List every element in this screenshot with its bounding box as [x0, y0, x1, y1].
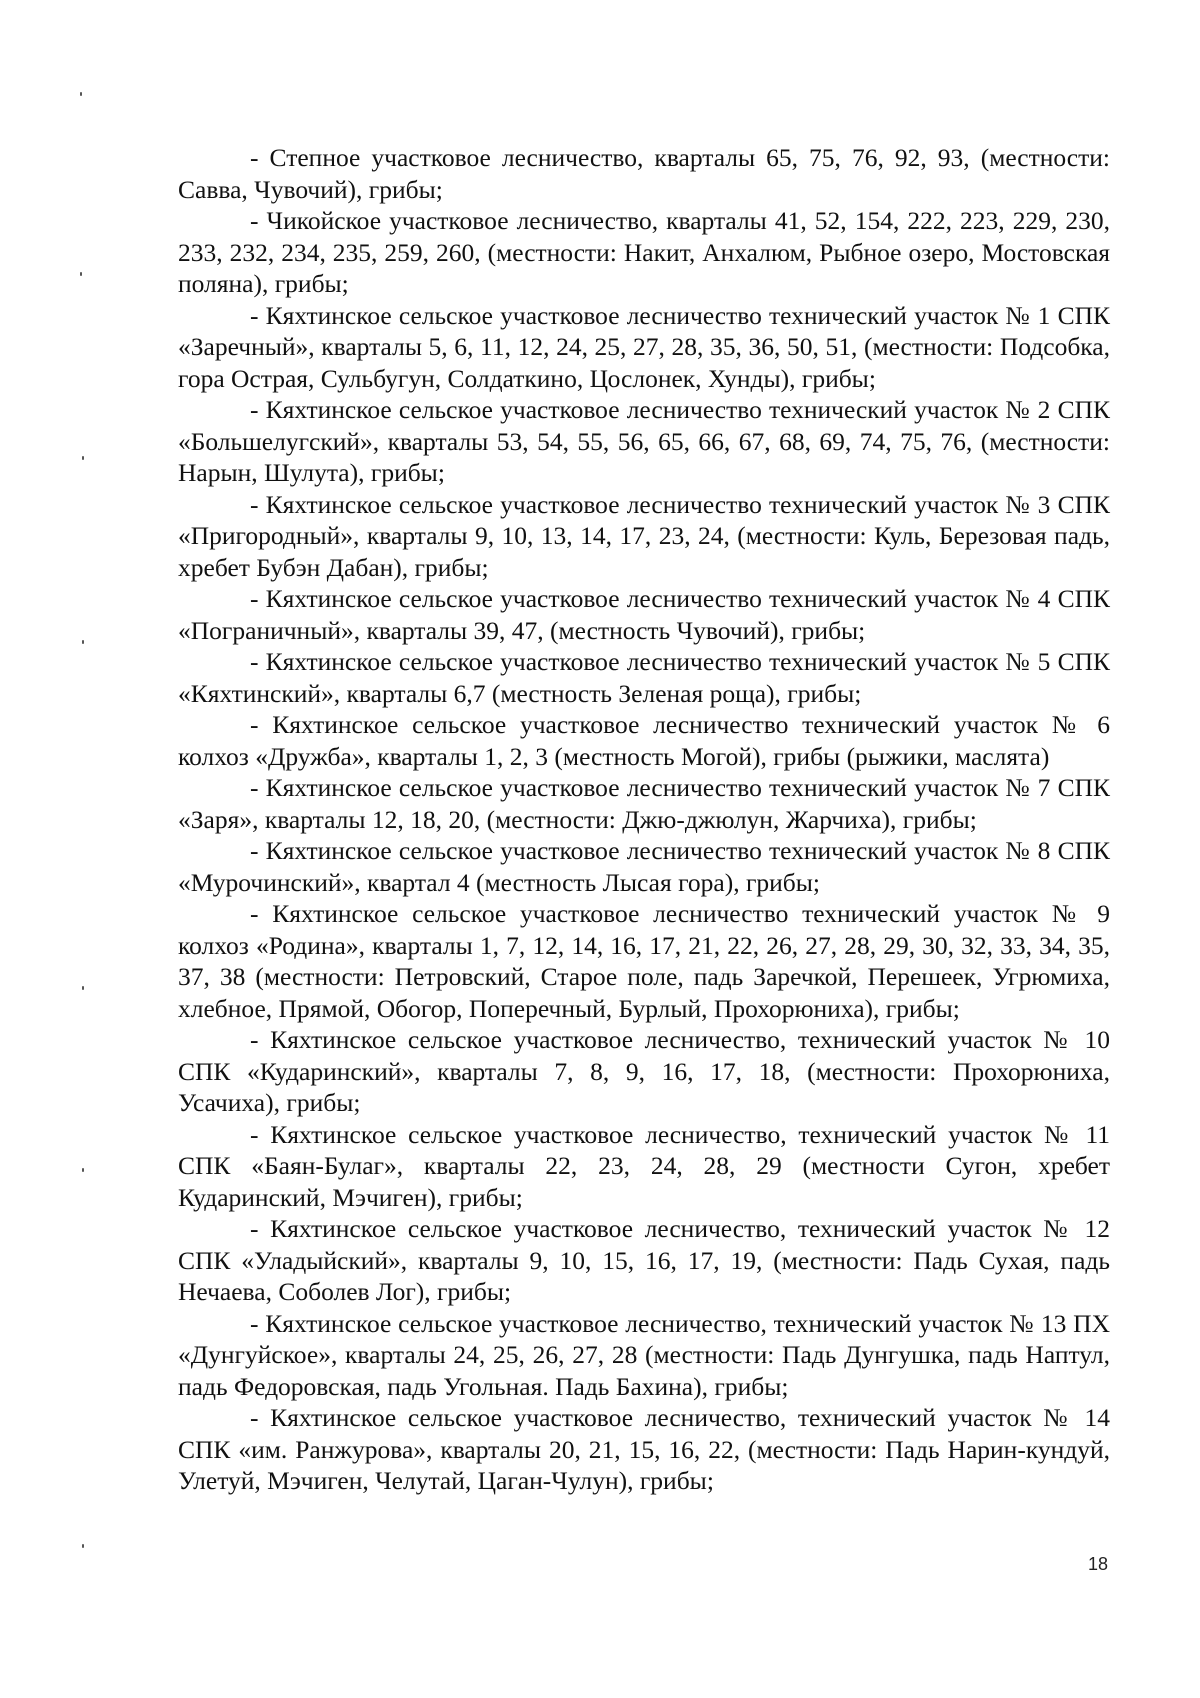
- paragraph: - Кяхтинское сельское участковое лесничество, технический участок № 11 СПК «Баян-Булаг», кварталы 22, 23, 24, 28, 29 (местности Сугон, хребет Кударинский, Мэчиген), грибы;: [178, 1119, 1110, 1212]
- paragraph: - Кяхтинское сельское участковое лесничество технический участок № 7 СПК «Заря», кварталы 12, 18, 20, (местности: Джю-джюлун, Жарчиха), грибы;: [178, 773, 1110, 834]
- paragraph: - Кяхтинское сельское участковое лесничество, технический участок № 12 СПК «Уладыйский», кварталы 9, 10, 15, 16, 17, 19, (местности: Падь Сухая, падь Нечаева, Соболев Лог), грибы;: [178, 1214, 1110, 1306]
- scan-speck: [82, 986, 84, 990]
- paragraph: - Кяхтинское сельское участковое лесничество технический участок № 5 СПК «Кяхтинский», кварталы 6,7 (местность Зеленая роща), грибы;: [178, 647, 1110, 708]
- page-number: 18: [1088, 1554, 1109, 1574]
- paragraph: - Степное участковое лесничество, кварталы 65, 75, 76, 92, 93, (местности: Савва, Чувочий), грибы;: [178, 143, 1110, 204]
- scan-speck: [82, 456, 84, 460]
- scan-speck: [80, 272, 82, 276]
- scan-speck: [82, 1168, 84, 1172]
- paragraph: - Кяхтинское сельское участковое лесничество технический участок № 9 колхоз «Родина», кварталы 1, 7, 12, 14, 16, 17, 21, 22, 26, 27, 28, 29, 30, 32, 33, 34, 35, 37, 38 (местности: Петровский, Старое поле, падь Заречкой, Перешеек, Угрюмиха, хлебное, Прямой, Обогор, Поперечный, Бурлый, Прохорюниха), грибы;: [178, 899, 1110, 1023]
- paragraph: - Кяхтинское сельское участковое лесничество, технический участок № 10 СПК «Кударинский», кварталы 7, 8, 9, 16, 17, 18, (местности: Прохорюниха, Усачиха), грибы;: [178, 1025, 1110, 1117]
- scan-speck: [80, 92, 82, 96]
- paragraph: - Кяхтинское сельское участковое лесничество технический участок № 8 СПК «Мурочинский», квартал 4 (местность Лысая гора), грибы;: [178, 836, 1110, 897]
- paragraph: - Кяхтинское сельское участковое лесничество технический участок № 1 СПК «Заречный», кварталы 5, 6, 11, 12, 24, 25, 27, 28, 35, 36, 50, 51, (местности: Подсобка, гора Острая, Сульбугун, Солдаткино, Цослонек, Хунды), грибы;: [178, 300, 1110, 393]
- paragraph: - Кяхтинское сельское участковое лесничество технический участок № 3 СПК «Пригородный», кварталы 9, 10, 13, 14, 17, 23, 24, (местности: Куль, Березовая падь, хребет Бубэн Дабан), грибы;: [178, 489, 1110, 582]
- paragraph: - Кяхтинское сельское участковое лесничество, технический участок № 14 СПК «им. Ранжурова», кварталы 20, 21, 15, 16, 22, (местности: Падь Нарин-кундуй, Улетуй, Мэчиген, Челутай, Цаган-Чулун), грибы;: [178, 1403, 1110, 1495]
- scan-speck: [82, 640, 84, 644]
- document-body: [178, 142, 1110, 1497]
- paragraph: - Кяхтинское сельское участковое лесничество технический участок № 4 СПК «Пограничный», кварталы 39, 47, (местность Чувочий), грибы;: [178, 584, 1110, 645]
- paragraph: - Кяхтинское сельское участковое лесничество технический участок № 6 колхоз «Дружба», кварталы 1, 2, 3 (местность Могой), грибы (рыжики, маслята): [178, 710, 1110, 771]
- paragraph: - Кяхтинское сельское участковое лесничество, технический участок № 13 ПХ «Дунгуйское», кварталы 24, 25, 26, 27, 28 (местности: Падь Дунгушка, падь Наптул, падь Федоровская, падь Угольная. Падь Бахина), грибы;: [178, 1308, 1110, 1401]
- paragraph: - Кяхтинское сельское участковое лесничество технический участок № 2 СПК «Большелугский», кварталы 53, 54, 55, 56, 65, 66, 67, 68, 69, 74, 75, 76, (местности: Нарын, Шулута), грибы;: [178, 395, 1110, 487]
- scan-speck: [82, 1544, 84, 1548]
- paragraph: - Чикойское участковое лесничество, кварталы 41, 52, 154, 222, 223, 229, 230, 233, 232, 234, 235, 259, 260, (местности: Накит, Анхалюм, Рыбное озеро, Мостовская поляна), грибы;: [178, 206, 1110, 298]
